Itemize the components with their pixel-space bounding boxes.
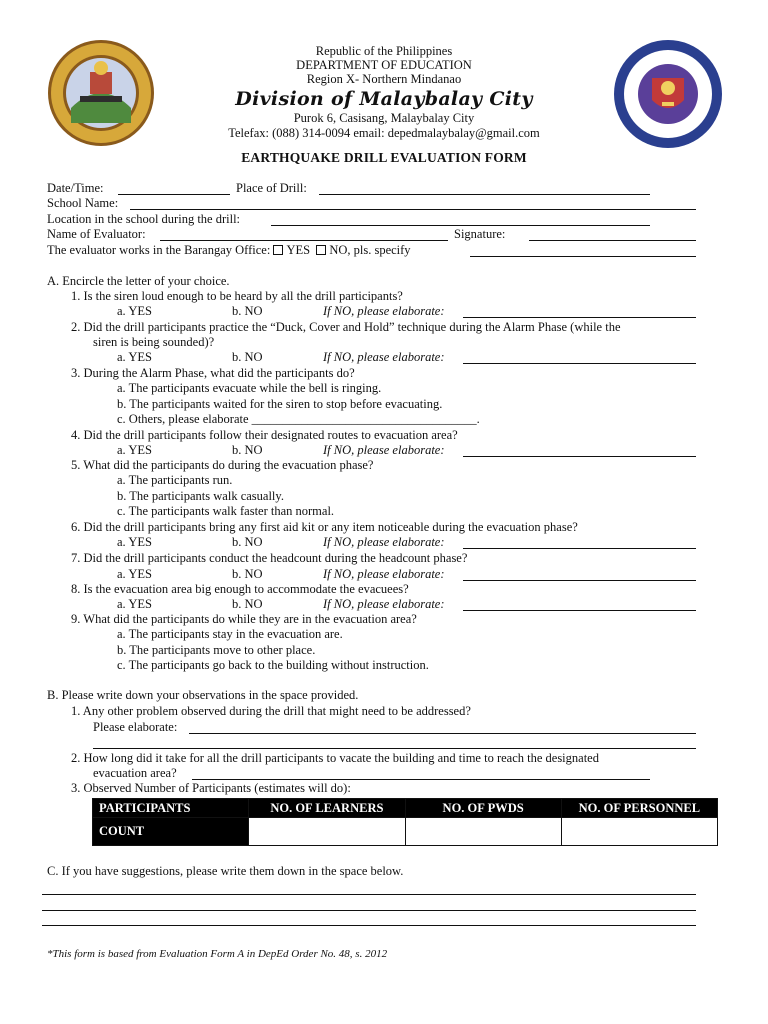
address-line: Purok 6, Casisang, Malaybalay City xyxy=(293,111,475,125)
suggestion-line-1[interactable] xyxy=(42,894,696,895)
a-q6-elaborate-label: If NO, please elaborate: xyxy=(323,535,445,549)
a-q7-yes[interactable]: a. YES xyxy=(117,567,152,581)
footnote: *This form is based from Evaluation Form A in DepEd Order No. 48, s. 2012 xyxy=(47,948,388,960)
a-q4-elaborate-field[interactable] xyxy=(463,456,696,457)
no-specify-field[interactable] xyxy=(470,256,696,257)
signature-field[interactable] xyxy=(529,240,696,241)
b-q1: 1. Any other problem observed during the drill that might need to be addressed? xyxy=(71,704,471,718)
table-header-row xyxy=(93,799,718,818)
a-q8-elaborate-field[interactable] xyxy=(463,610,696,611)
a-q5-a[interactable]: a. The participants run. xyxy=(117,473,233,487)
a-q6-yes[interactable]: a. YES xyxy=(117,535,152,549)
b-q1-elaborate-field[interactable] xyxy=(189,733,696,734)
a-q1-elaborate-label: If NO, please elaborate: xyxy=(323,304,445,318)
signature-label: Signature: xyxy=(454,227,506,241)
a-q6: 6. Did the drill participants bring any first aid kit or any item noticeable during the evacuation phase? xyxy=(71,520,578,534)
learners-count-cell[interactable] xyxy=(249,818,405,846)
a-q4: 4. Did the drill participants follow their designated routes to evacuation area? xyxy=(71,428,458,442)
a-q9-a[interactable]: a. The participants stay in the evacuation are. xyxy=(117,627,343,641)
pwds-count-cell[interactable] xyxy=(405,818,561,846)
personnel-count-cell[interactable] xyxy=(561,818,717,846)
a-q8-elaborate-label: If NO, please elaborate: xyxy=(323,597,445,611)
a-q3: 3. During the Alarm Phase, what did the participants do? xyxy=(71,366,355,380)
table-row xyxy=(93,818,718,846)
section-c-heading: C. If you have suggestions, please write them down in the space below. xyxy=(47,864,404,878)
a-q2: 2. Did the drill participants practice the “Duck, Cover and Hold” technique during the Alarm Phase (while the xyxy=(71,320,621,334)
school-label: School Name: xyxy=(47,196,119,210)
a-q9-b[interactable]: b. The participants move to other place. xyxy=(117,643,316,657)
a-q1: 1. Is the siren loud enough to be heard by all the drill participants? xyxy=(71,289,403,303)
a-q4-no[interactable]: b. NO xyxy=(232,443,263,457)
a-q3-a[interactable]: a. The participants evacuate while the bell is ringing. xyxy=(117,381,382,395)
header-pwds: NO. OF PWDS xyxy=(405,799,561,818)
b-q2-field[interactable] xyxy=(192,779,650,780)
a-q5-c[interactable]: c. The participants walk faster than normal. xyxy=(117,504,335,518)
a-q5: 5. What did the participants do during the evacuation phase? xyxy=(71,458,374,472)
a-q3-c[interactable]: c. Others, please elaborate ____________________________________. xyxy=(117,412,480,426)
a-q1-no[interactable]: b. NO xyxy=(232,304,263,318)
no-checkbox[interactable] xyxy=(316,245,326,255)
header-learners: NO. OF LEARNERS xyxy=(249,799,405,818)
b-q1-elaborate-label: Please elaborate: xyxy=(93,720,178,734)
section-a-heading: A. Encircle the letter of your choice. xyxy=(47,274,230,288)
a-q2-yes[interactable]: a. YES xyxy=(117,350,152,364)
a-q4-elaborate-label: If NO, please elaborate: xyxy=(323,443,445,457)
a-q7-no[interactable]: b. NO xyxy=(232,567,263,581)
a-q7-elaborate-field[interactable] xyxy=(463,580,696,581)
a-q7-elaborate-label: If NO, please elaborate: xyxy=(323,567,445,581)
school-field[interactable] xyxy=(130,209,696,210)
date-time-label: Date/Time: xyxy=(47,181,104,195)
a-q1-elaborate-field[interactable] xyxy=(463,317,696,318)
works-label: The evaluator works in the Barangay Office: YES NO, pls. specify xyxy=(47,243,411,257)
b-q1-elaborate-field-2[interactable] xyxy=(93,748,696,749)
a-q9-c[interactable]: c. The participants go back to the building without instruction. xyxy=(117,658,429,672)
region-line: Region X- Northern Mindanao xyxy=(306,72,462,86)
section-b-heading: B. Please write down your observations in the space provided. xyxy=(47,688,359,702)
a-q7: 7. Did the drill participants conduct the headcount during the headcount phase? xyxy=(71,551,468,565)
a-q8-yes[interactable]: a. YES xyxy=(117,597,152,611)
a-q2-no[interactable]: b. NO xyxy=(232,350,263,364)
a-q9: 9. What did the participants do while they are in the evacuation area? xyxy=(71,612,417,626)
date-time-field[interactable] xyxy=(118,194,230,195)
b-q2-cont: evacuation area? xyxy=(93,766,177,780)
a-q8: 8. Is the evacuation area big enough to accommodate the evacuees? xyxy=(71,582,409,596)
a-q2-elaborate-field[interactable] xyxy=(463,363,696,364)
suggestion-line-3[interactable] xyxy=(42,925,696,926)
division-title: Division of Malaybalay City xyxy=(235,88,533,110)
a-q6-elaborate-field[interactable] xyxy=(463,548,696,549)
count-label: COUNT xyxy=(93,818,249,846)
republic-line: Republic of the Philippines xyxy=(315,44,453,58)
suggestion-line-2[interactable] xyxy=(42,910,696,911)
a-q3-b[interactable]: b. The participants waited for the siren to stop before evacuating. xyxy=(117,397,443,411)
evaluator-label: Name of Evaluator: xyxy=(47,227,146,241)
contact-line: Telefax: (088) 314-0094 email: depedmalaybalay@gmail.com xyxy=(228,126,540,140)
location-field[interactable] xyxy=(271,225,650,226)
a-q2-cont: siren is being sounded)? xyxy=(93,335,215,349)
place-label: Place of Drill: xyxy=(236,181,307,195)
a-q2-elaborate-label: If NO, please elaborate: xyxy=(323,350,445,364)
b-q3: 3. Observed Number of Participants (estimates will do): xyxy=(71,781,351,795)
a-q6-no[interactable]: b. NO xyxy=(232,535,263,549)
yes-checkbox[interactable] xyxy=(273,245,283,255)
location-label: Location in the school during the drill: xyxy=(47,212,241,226)
a-q8-no[interactable]: b. NO xyxy=(232,597,263,611)
evaluator-field[interactable] xyxy=(160,240,448,241)
b-q2: 2. How long did it take for all the drill participants to vacate the building and time to reach the designated xyxy=(71,751,599,765)
a-q5-b[interactable]: b. The participants walk casually. xyxy=(117,489,284,503)
a-q1-yes[interactable]: a. YES xyxy=(117,304,152,318)
a-q4-yes[interactable]: a. YES xyxy=(117,443,152,457)
department-line: DEPARTMENT OF EDUCATION xyxy=(296,58,472,72)
form-title: EARTHQUAKE DRILL EVALUATION FORM xyxy=(241,150,527,165)
header-participants: PARTICIPANTS xyxy=(93,799,249,818)
header-personnel: NO. OF PERSONNEL xyxy=(561,799,717,818)
participants-table xyxy=(92,798,718,846)
place-field[interactable] xyxy=(319,194,650,195)
